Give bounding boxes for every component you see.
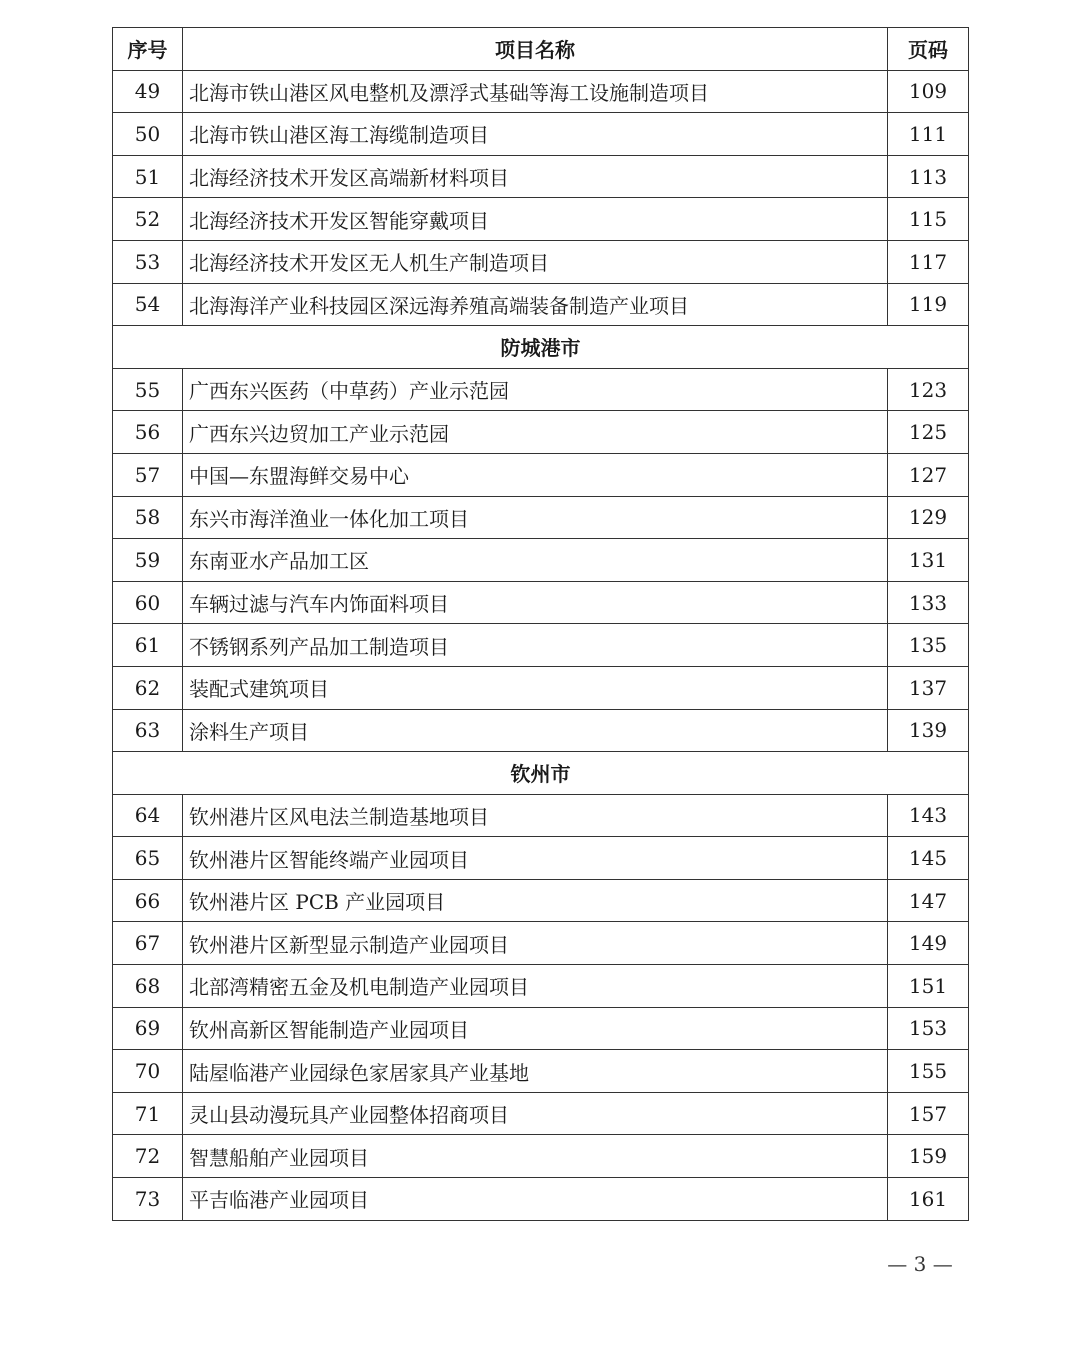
table-row (113, 411, 969, 454)
page-ref: 137 (888, 666, 969, 709)
section-row (113, 752, 969, 795)
row-number: 49 (113, 70, 183, 113)
row-number: 65 (113, 837, 183, 880)
page-ref: 117 (888, 240, 969, 283)
table-row (113, 581, 969, 624)
row-number: 52 (113, 198, 183, 241)
project-name: 北海经济技术开发区智能穿戴项目 (183, 198, 888, 241)
row-number: 57 (113, 453, 183, 496)
table-row (113, 198, 969, 241)
page-ref: 135 (888, 624, 969, 667)
page-ref: 149 (888, 922, 969, 965)
table-row (113, 666, 969, 709)
table-row (113, 709, 969, 752)
row-number: 56 (113, 411, 183, 454)
page-ref: 161 (888, 1178, 969, 1221)
table-row (113, 965, 969, 1008)
row-number: 61 (113, 624, 183, 667)
header-no: 序号 (113, 28, 183, 71)
toc-table (112, 27, 969, 1221)
header-name: 项目名称 (183, 28, 888, 71)
page-ref: 129 (888, 496, 969, 539)
header-page: 页码 (888, 28, 969, 71)
table-row (113, 1178, 969, 1221)
page-ref: 125 (888, 411, 969, 454)
page-ref: 113 (888, 155, 969, 198)
row-number: 72 (113, 1135, 183, 1178)
page-ref: 133 (888, 581, 969, 624)
project-name: 北海海洋产业科技园区深远海养殖高端装备制造产业项目 (183, 283, 888, 326)
table-row (113, 240, 969, 283)
project-name: 北海经济技术开发区无人机生产制造项目 (183, 240, 888, 283)
project-name: 不锈钢系列产品加工制造项目 (183, 624, 888, 667)
table-row (113, 837, 969, 880)
page-ref: 115 (888, 198, 969, 241)
row-number: 51 (113, 155, 183, 198)
table-row (113, 1007, 969, 1050)
page-ref: 145 (888, 837, 969, 880)
table-row (113, 113, 969, 156)
page-ref: 157 (888, 1092, 969, 1135)
project-name: 钦州港片区智能终端产业园项目 (183, 837, 888, 880)
page-ref: 139 (888, 709, 969, 752)
table-row (113, 1092, 969, 1135)
project-name: 钦州港片区 PCB 产业园项目 (183, 879, 888, 922)
table-row (113, 794, 969, 837)
row-number: 64 (113, 794, 183, 837)
project-name: 陆屋临港产业园绿色家居家具产业基地 (183, 1050, 888, 1093)
page-ref: 153 (888, 1007, 969, 1050)
page-ref: 143 (888, 794, 969, 837)
page-ref: 109 (888, 70, 969, 113)
row-number: 69 (113, 1007, 183, 1050)
row-number: 53 (113, 240, 183, 283)
table-row (113, 453, 969, 496)
section-title: 钦州市 (113, 752, 969, 795)
table-row (113, 539, 969, 582)
project-name: 广西东兴边贸加工产业示范园 (183, 411, 888, 454)
row-number: 63 (113, 709, 183, 752)
project-name: 中国—东盟海鲜交易中心 (183, 453, 888, 496)
section-title: 防城港市 (113, 326, 969, 369)
project-name: 广西东兴医药（中草药）产业示范园 (183, 368, 888, 411)
row-number: 66 (113, 879, 183, 922)
row-number: 58 (113, 496, 183, 539)
row-number: 68 (113, 965, 183, 1008)
table-row (113, 155, 969, 198)
project-name: 装配式建筑项目 (183, 666, 888, 709)
row-number: 62 (113, 666, 183, 709)
project-name: 东兴市海洋渔业一体化加工项目 (183, 496, 888, 539)
row-number: 71 (113, 1092, 183, 1135)
project-name: 北海市铁山港区风电整机及漂浮式基础等海工设施制造项目 (183, 70, 888, 113)
project-name: 平吉临港产业园项目 (183, 1178, 888, 1221)
row-number: 54 (113, 283, 183, 326)
project-name: 钦州高新区智能制造产业园项目 (183, 1007, 888, 1050)
section-row (113, 326, 969, 369)
project-name: 智慧船舶产业园项目 (183, 1135, 888, 1178)
row-number: 50 (113, 113, 183, 156)
page-ref: 111 (888, 113, 969, 156)
project-name: 东南亚水产品加工区 (183, 539, 888, 582)
page-ref: 151 (888, 965, 969, 1008)
page-ref: 119 (888, 283, 969, 326)
row-number: 67 (113, 922, 183, 965)
row-number: 60 (113, 581, 183, 624)
page-ref: 147 (888, 879, 969, 922)
project-name: 北部湾精密五金及机电制造产业园项目 (183, 965, 888, 1008)
project-name: 北海市铁山港区海工海缆制造项目 (183, 113, 888, 156)
table-row (113, 368, 969, 411)
table-row (113, 283, 969, 326)
table-row (113, 879, 969, 922)
project-name: 车辆过滤与汽车内饰面料项目 (183, 581, 888, 624)
page-ref: 155 (888, 1050, 969, 1093)
row-number: 73 (113, 1178, 183, 1221)
row-number: 59 (113, 539, 183, 582)
project-name: 钦州港片区风电法兰制造基地项目 (183, 794, 888, 837)
page-ref: 159 (888, 1135, 969, 1178)
page-ref: 123 (888, 368, 969, 411)
page-number: — 3 — (887, 1252, 953, 1276)
row-number: 70 (113, 1050, 183, 1093)
table-row (113, 1050, 969, 1093)
table-row (113, 624, 969, 667)
table-row (113, 1135, 969, 1178)
table-row (113, 70, 969, 113)
project-name: 涂料生产项目 (183, 709, 888, 752)
toc-body (113, 70, 969, 1220)
row-number: 55 (113, 368, 183, 411)
page-ref: 131 (888, 539, 969, 582)
table-row (113, 922, 969, 965)
table-row (113, 496, 969, 539)
project-name: 北海经济技术开发区高端新材料项目 (183, 155, 888, 198)
table-header-row (113, 28, 969, 71)
page-ref: 127 (888, 453, 969, 496)
project-name: 钦州港片区新型显示制造产业园项目 (183, 922, 888, 965)
project-name: 灵山县动漫玩具产业园整体招商项目 (183, 1092, 888, 1135)
